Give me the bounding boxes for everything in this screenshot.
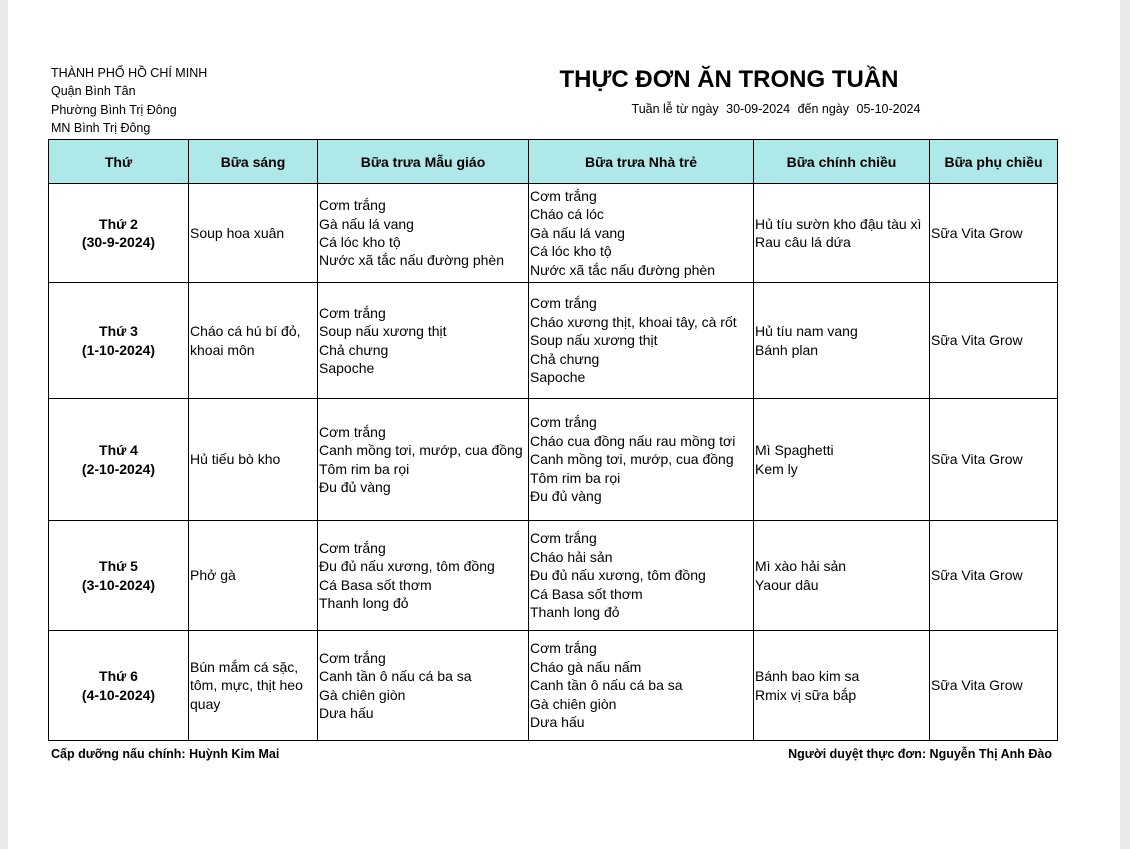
day-date: (2-10-2024): [81, 460, 156, 477]
day-date: (30-9-2024): [81, 234, 156, 250]
table-row: [49, 283, 1058, 399]
day-cell: [49, 399, 189, 521]
lunch-kindergarten-cell: [318, 521, 529, 631]
day-cell: [49, 631, 189, 741]
menu-item: Dưa hấu: [530, 714, 585, 731]
lunch-kindergarten-cell: [318, 283, 529, 399]
afternoon-main-cell: [754, 631, 930, 741]
lunch-nursery-cell: [529, 283, 754, 399]
menu-item: Gà nấu lá vang: [319, 215, 414, 232]
day-date: (1-10-2024): [81, 341, 156, 358]
menu-item: Cơm trắng: [530, 187, 597, 204]
menu-item: Đu đủ nấu xương, tôm đồng: [530, 567, 706, 584]
breakfast-cell: [189, 399, 318, 521]
lunch-kindergarten-cell: [318, 184, 529, 283]
menu-item: Cháo gà nấu nấm: [530, 658, 642, 675]
table-row: [49, 521, 1058, 631]
lunch-kindergarten-cell: [318, 399, 529, 521]
table-header-row: [49, 140, 1058, 184]
menu-item: Sapoche: [319, 359, 375, 376]
menu-item: Cá lóc kho tộ: [530, 243, 612, 260]
table-row: [49, 399, 1058, 521]
menu-item: Cháo hải sản: [530, 548, 613, 565]
menu-item: Cơm trắng: [319, 539, 386, 556]
menu-item: Cháo xương thịt, khoai tây, cà rốt: [530, 313, 737, 330]
menu-item: Thanh long đỏ: [530, 604, 620, 621]
menu-item: Sữa Vita Grow: [931, 677, 1023, 694]
day-name: Thứ 3: [99, 323, 138, 340]
lunch-nursery-cell: [529, 521, 754, 631]
lunch-nursery-cell: [529, 184, 754, 283]
afternoon-snack-cell: [930, 631, 1058, 741]
menu-item: Gà chiên giòn: [319, 686, 406, 703]
table-row: [49, 184, 1058, 283]
menu-item: Sữa Vita Grow: [931, 451, 1023, 468]
document-page: [8, 0, 1120, 849]
lunch-nursery-cell: [529, 631, 754, 741]
menu-item: Rmix vị sữa bắp: [755, 686, 857, 703]
day-name: Thứ 5: [99, 558, 138, 575]
table-row: [49, 631, 1058, 741]
breakfast-cell: [189, 283, 318, 399]
menu-item: Cơm trắng: [530, 530, 597, 547]
column-header-breakfast: Bữa sáng: [189, 140, 318, 184]
page-title: THỰC ĐƠN ĂN TRONG TUẦN: [559, 66, 899, 93]
menu-item: Cơm trắng: [319, 423, 386, 440]
menu-item: Đu đủ vàng: [530, 488, 602, 505]
menu-item: Tôm rim ba rọi: [319, 460, 410, 477]
org-city: THÀNH PHỐ HỒ CHÍ MINH: [51, 66, 208, 80]
menu-item: Mì Spaghetti: [755, 442, 834, 459]
menu-item: tôm, mực, thịt heo: [190, 677, 303, 694]
to-label: đến ngày: [797, 102, 850, 116]
menu-item: Bánh plan: [755, 341, 819, 358]
column-header-lunch-kindergarten: Bữa trưa Mẫu giáo: [318, 140, 529, 184]
menu-item: Canh mồng tơi, mướp, cua đồng: [319, 442, 523, 459]
menu-item: Sữa Vita Grow: [931, 332, 1023, 349]
day-cell: [49, 283, 189, 399]
column-header-afternoon-main: Bữa chính chiều: [754, 140, 930, 184]
menu-item: Sữa Vita Grow: [931, 567, 1023, 584]
menu-item: quay: [190, 695, 221, 712]
end-date: 05-10-2024: [856, 102, 921, 116]
menu-item: Hủ tiếu bò kho: [190, 451, 281, 468]
afternoon-snack-cell: [930, 283, 1058, 399]
menu-item: Kem ly: [755, 460, 798, 477]
breakfast-cell: [189, 521, 318, 631]
organization-block: [51, 64, 207, 137]
start-date: 30-09-2024: [726, 102, 791, 116]
day-cell: [49, 521, 189, 631]
menu-item: Cá Basa sốt thơm: [319, 576, 432, 593]
weekly-menu-table: [48, 139, 1058, 741]
menu-item: Hủ tíu nam vang: [755, 323, 858, 340]
day-name: Thứ 4: [99, 442, 138, 459]
day-date: (4-10-2024): [81, 686, 156, 703]
breakfast-cell: [189, 631, 318, 741]
menu-item: Rau câu lá dứa: [755, 234, 851, 250]
menu-item: Đu đủ nấu xương, tôm đồng: [319, 558, 495, 575]
menu-item: Cơm trắng: [319, 304, 386, 321]
menu-item: Cá Basa sốt thơm: [530, 585, 643, 602]
menu-item: Yaour dâu: [755, 576, 819, 593]
menu-item: Cháo cá lóc: [530, 206, 604, 223]
column-header-afternoon-snack: Bữa phụ chiều: [930, 140, 1058, 184]
menu-item: Cơm trắng: [530, 640, 597, 657]
menu-item: Soup nấu xương thịt: [319, 323, 447, 340]
menu-item: Cá lóc kho tộ: [319, 234, 401, 250]
menu-item: Canh tần ô nấu cá ba sa: [319, 668, 472, 685]
menu-item: Cơm trắng: [530, 414, 597, 431]
chef-signature: Cấp dưỡng nấu chính: Huỳnh Kim Mai: [51, 747, 280, 761]
menu-item: Canh tần ô nấu cá ba sa: [530, 677, 683, 694]
lunch-nursery-cell: [529, 399, 754, 521]
afternoon-main-cell: [754, 184, 930, 283]
menu-item: Canh mồng tơi, mướp, cua đồng: [530, 451, 734, 468]
menu-item: Sapoche: [530, 369, 586, 386]
menu-item: Cơm trắng: [319, 197, 386, 214]
menu-item: Bánh bao kim sa: [755, 668, 860, 685]
column-header-day: Thứ: [49, 140, 189, 184]
menu-item: khoai môn: [190, 341, 255, 358]
afternoon-snack-cell: [930, 184, 1058, 283]
breakfast-cell: [189, 184, 318, 283]
afternoon-main-cell: [754, 399, 930, 521]
approver-signature: Người duyệt thực đơn: Nguyễn Thị Anh Đào: [788, 747, 1052, 761]
column-header-lunch-nursery: Bữa trưa Nhà trẻ: [529, 140, 754, 184]
menu-item: Gà nấu lá vang: [530, 224, 625, 241]
afternoon-snack-cell: [930, 399, 1058, 521]
menu-item: Gà chiên giòn: [530, 695, 617, 712]
menu-item: Nước xã tắc nấu đường phèn: [530, 261, 715, 278]
day-name: Thứ 2: [99, 215, 138, 232]
day-name: Thứ 6: [99, 668, 138, 685]
menu-item: Dưa hấu: [319, 704, 374, 721]
menu-item: Cơm trắng: [319, 649, 386, 666]
menu-item: Hủ tíu sườn kho đậu tàu xì: [755, 215, 922, 232]
menu-item: Sữa Vita Grow: [931, 224, 1023, 241]
week-label: Tuần lễ từ ngày: [631, 102, 719, 116]
menu-item: Thanh long đỏ: [319, 594, 409, 611]
menu-item: Chả chưng: [530, 350, 600, 367]
menu-item: Cháo cua đồng nấu rau mồng tơi: [530, 432, 736, 449]
org-ward: Phường Bình Trị Đông: [51, 102, 177, 117]
menu-item: Nước xã tắc nấu đường phèn: [319, 252, 504, 269]
menu-item: Đu đủ vàng: [319, 478, 391, 495]
afternoon-main-cell: [754, 521, 930, 631]
menu-item: Chả chưng: [319, 341, 389, 358]
menu-item: Mì xào hải sản: [755, 558, 847, 575]
day-cell: [49, 184, 189, 283]
menu-item: Soup nấu xương thịt: [530, 332, 658, 349]
menu-item: Phở gà: [190, 567, 236, 584]
menu-item: Cháo cá hú bí đỏ,: [190, 323, 301, 340]
lunch-kindergarten-cell: [318, 631, 529, 741]
org-school: MN Bình Trị Đông: [51, 120, 151, 135]
org-district: Quận Bình Tân: [51, 84, 136, 99]
menu-item: Soup hoa xuân: [190, 224, 285, 241]
day-date: (3-10-2024): [81, 576, 156, 593]
afternoon-main-cell: [754, 283, 930, 399]
week-range: [528, 102, 1028, 116]
menu-item: Cơm trắng: [530, 295, 597, 312]
menu-item: Tôm rim ba rọi: [530, 469, 621, 486]
afternoon-snack-cell: [930, 521, 1058, 631]
menu-item: Bún mắm cá sặc,: [190, 658, 299, 675]
